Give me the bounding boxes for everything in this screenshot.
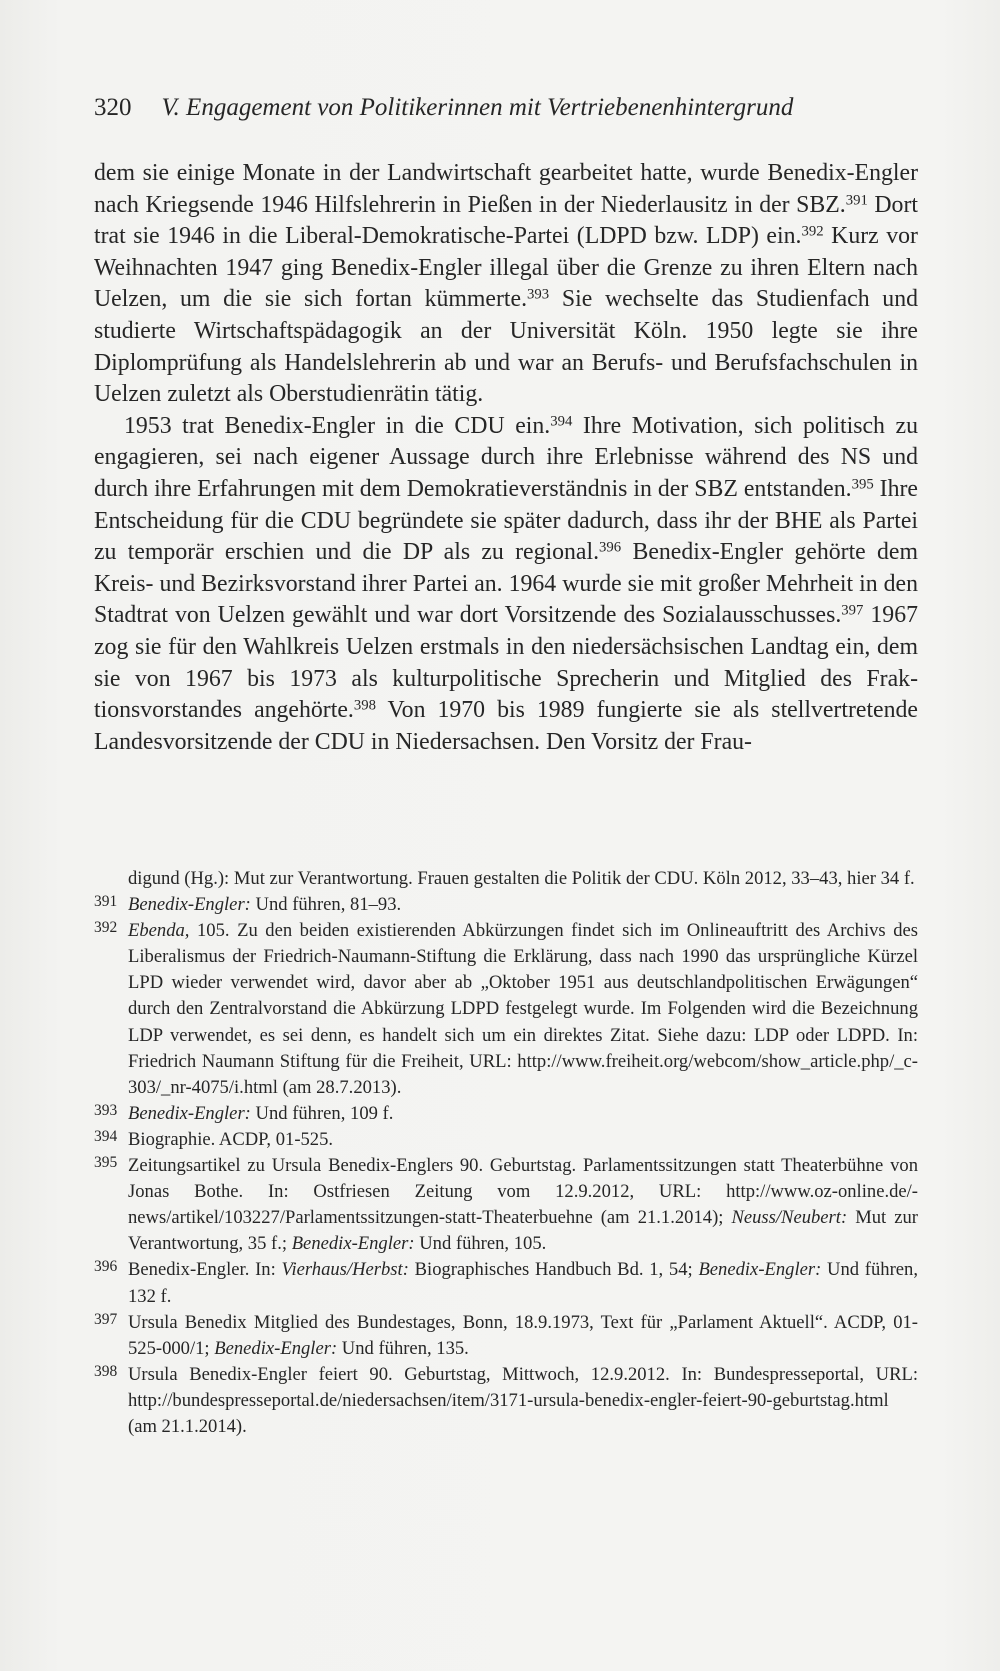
footnote-397: [94, 1310, 918, 1362]
footnote-text: Benedix-Engler. In:: [128, 1259, 282, 1281]
paragraph-1: [94, 158, 918, 411]
main-text: [94, 158, 918, 758]
text-segment: Dort trat sie 1946 in die Liberal-Demokratische-Partei (LDPD bzw. LDP) ein.: [94, 191, 918, 250]
footnote-text: 105. Zu den beiden existierenden Abkürzungen findet sich im Onlineauftritt des Archivs des Liberalismus der Friedrich-Naumann-Stiftung die Erklärung, dass nach 1990 das ursprüngliche Kürzel LPD wieder verwendet wird, davor aber ab „Oktober 1951 aus deutschlandpolitischen Erwägungen“ durch den Zentralvorstand die Abkürzung LDPD festgelegt wurde. Im Folgenden wird die Bezeichnung LDP verwendet, es sei denn, es handelt sich um ein direktes Zitat. Siehe dazu: LDP oder LDPD. In: Friedrich Naumann Stiftung für die Freiheit, URL: http://www.freiheit.org/webcom/show_article.php/_c-303/_nr-4075/i.html (am 28.7.2013).: [128, 920, 918, 1098]
footnote-text: Und führen, 135.: [337, 1337, 469, 1359]
footnote-391: [94, 892, 918, 918]
text-segment: 1953 trat Benedix-Engler in die CDU ein.: [124, 412, 551, 439]
footnote-text: Und führen, 105.: [414, 1233, 547, 1255]
footnote-number: 396: [94, 1258, 118, 1276]
footnote-ref: 392: [801, 223, 824, 240]
footnote-ref: 396: [599, 539, 622, 556]
footnote-text: Und führen, 109 f.: [250, 1102, 394, 1124]
footnote-ref: 397: [841, 602, 864, 619]
footnote-number: 395: [94, 1154, 118, 1172]
running-title: V. Engagement von Politikerinnen mit Vertriebenenhintergrund: [161, 94, 794, 121]
footnote-ref: 398: [353, 697, 376, 714]
footnote-395: [94, 1153, 918, 1257]
footnote-398: [94, 1362, 918, 1440]
text-segment: 1967 zog sie für den Wahlkreis Uelzen erstmals in den niedersächsischen Landtag ein, dem sie von 1967 bis 1973 als kulturpolitische Sprecherin und Mitglied des Fraktionsvorstandes angehörte.: [94, 602, 918, 724]
text-segment: Benedix-Engler gehörte dem Kreis- und Bezirksvorstand ihrer Partei an. 1964 wurde sie mit großer Mehrheit in den Stadtrat von Uelzen gewählt und war dort Vorsitzende des Sozialausschusses.: [94, 539, 918, 629]
footnote-continuation: digund (Hg.): Mut zur Verantwortung. Frauen gestalten die Politik der CDU. Köln 2012, 33–43, hier 34 f.: [128, 868, 915, 889]
footnote-number: 393: [94, 1101, 118, 1119]
footnote-ref: 394: [550, 413, 573, 430]
page-number: 320: [94, 94, 132, 121]
footnote-author: Vierhaus/Herbst:: [281, 1259, 409, 1281]
footnote-392: [94, 918, 918, 1101]
footnote-number: 397: [94, 1310, 118, 1328]
footnote-author: Benedix-Engler:: [128, 1102, 251, 1124]
footnote-author: Benedix-Engler:: [214, 1337, 338, 1359]
text-segment: Kurz vor Weihnachten 1947 ging Benedix-Engler illegal über die Grenze zu ihren Eltern nach Uelzen, um die sie sich fortan kümmerte.: [94, 223, 918, 313]
footnote-number: 398: [94, 1362, 118, 1380]
footnote-ref: 393: [527, 287, 550, 303]
text-segment: Sie wechselte das Studienfach und studierte Wirtschaftspädagogik an der Universität Köln. 1950 legte sie ihre Diplomprüfung als Handelslehrerin ab und war an Berufs- und Berufsfachschulen in Uelzen zuletzt als Oberstudienrätin tätig.: [94, 286, 918, 408]
footnote-text: Ursula Benedix-Engler feiert 90. Geburtstag, Mittwoch, 12.9.2012. In: Bundespresseportal, URL: http://bundespresseportal.de/niedersachsen/item/3171-ursula-benedix-engler-feiert-90-geburtstag.html (am 21.1.2014).: [128, 1363, 918, 1437]
footnote-394: [94, 1127, 918, 1153]
footnote-author: Benedix-Engler:: [698, 1259, 822, 1281]
text-segment: dem sie einige Monate in der Landwirtschaft gearbeitet hatte, wurde Benedix-Engler nach Kriegsende 1946 Hilfslehrerin in Pießen in der Niederlausitz in der SBZ.: [94, 160, 918, 218]
footnote-393: [94, 1101, 918, 1127]
footnote-number: 391: [94, 893, 118, 911]
footnotes: [94, 866, 918, 1440]
footnote-number: 392: [94, 919, 118, 937]
running-header: [94, 92, 940, 124]
footnote-396: [94, 1257, 918, 1309]
footnote-author: Ebenda,: [128, 920, 190, 942]
footnote-text: Biographie. ACDP, 01-525.: [128, 1128, 334, 1150]
footnote-text: Biographisches Handbuch Bd. 1, 54;: [408, 1259, 699, 1281]
paragraph-2: [94, 411, 918, 759]
footnote-ref: 391: [845, 192, 868, 209]
text-segment: Ihre Motivation, sich politisch zu engagieren, sei nach eigener Aussage durch ihre Erlebnisse während des NS und durch ihre Erfahrungen mit dem Demokratieverständnis in der SBZ entstanden.: [94, 412, 918, 502]
footnote-number: 394: [94, 1127, 118, 1145]
footnote-text: Und führen, 81–93.: [250, 894, 402, 916]
text-segment: Von 1970 bis 1989 fungierte sie als stellvertretende Landesvorsitzende der CDU in Niedersachsen. Den Vorsitz der Frau-: [94, 697, 918, 755]
footnote-author: Benedix-Engler:: [291, 1233, 415, 1255]
footnote-text: Mut zur Verantwortung, 35 f.;: [128, 1207, 918, 1255]
footnote-text: Ursula Benedix Mitglied des Bundestages, Bonn, 18.9.1973, Text für „Parlament Aktuell“. ACDP, 01-525-000/1;: [128, 1311, 918, 1359]
footnote-text: Und führen, 132 f.: [128, 1259, 918, 1307]
footnote-author: Neuss/Neubert:: [731, 1207, 848, 1229]
footnote-author: Benedix-Engler:: [128, 894, 251, 916]
text-segment: Ihre Entscheidung für die CDU begründete sie später dadurch, dass ihr der BHE als Partei zu temporär erschien und die DP als zu regional.: [94, 475, 918, 566]
footnote-ref: 395: [851, 476, 874, 493]
footnote-text: Zeitungsartikel zu Ursula Benedix-Englers 90. Geburtstag. Parlamentssitzungen statt Theaterbühne von Jonas Bothe. In: Ostfriesen Zeitung vom 12.9.2012, URL: http://www.oz-online.de/-news/artikel/103227/Parlamentssitzungen-statt-Theaterbuehne (am 21.1.2014);: [128, 1155, 918, 1229]
